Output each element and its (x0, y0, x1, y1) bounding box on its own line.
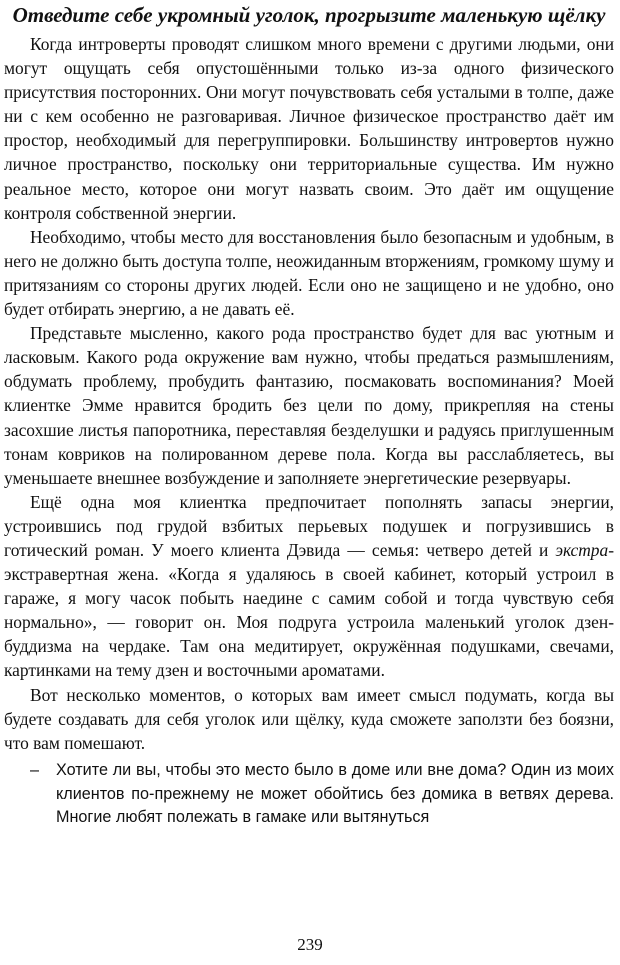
paragraph-5: Вот несколько моментов, о которых вам имеет смысл подумать, когда вы будете создавать для себя уголок или щёлку, куда сможете заползти без боязни, что вам помешают. (4, 684, 614, 753)
bullet-dash: – (30, 760, 40, 779)
paragraph-4-part-2: -экстравертная жена. «Когда я удаляюсь в своей кабинет, который устроил в гараже, я могу часок побыть наедине с самим собой и тогда чувствую себя нормально», — говорит он. Моя подруга устроила маленький уголок дзен-буддизма на чердаке. Там она медитирует, окружённая подушками, свечами, картинками на тему дзен и восточными ароматами. (4, 539, 614, 681)
paragraph-1: Когда интроверты проводят слишком много времени с другими людьми, они могут ощущать себя опустошёнными только из-за одного физического присутствия посторонних. Они могут почувствовать себя усталыми в толпе, даже ни с кем особенно не разговаривая. Личное физическое пространство даёт им простор, необходимый для перегруппировки. Большинству интровертов нужно личное пространство, поскольку они территориальные существа. Им нужно реальное место, которое они могут назвать своим. Это даёт им ощущение контроля собственной энергии. (4, 34, 614, 223)
paragraph-4-italic-word: экстра (555, 539, 609, 560)
paragraph-3: Представьте мысленно, какого рода пространство будет для вас уютным и ласковым. Какого рода окружение вам нужно, чтобы предаться размышлениям, обдумать проблему, пробудить фантазию, посмаковать воспоминания? Моей клиентке Эмме нравится бродить без цели по дому, прикрепляя на стены засохшие листья папоротника, переставляя безделушки и радуясь приглушенным тонам ковриков на полированном дереве пола. Когда вы расслабляетесь, вы уменьшаете внешнее возбуждение и заполняете энергетические резервуары. (4, 323, 614, 488)
paragraph-2: Необходимо, чтобы место для восстановления было безопасным и удобным, в него не должно быть доступа толпе, неожиданным вторжениям, громкому шуму и притязаниям со стороны других людей. Если оно не защищено и не удобно, оно будет отбирать энергию, а не давать её. (4, 226, 614, 320)
bullet-item (4, 759, 614, 830)
bullet-text: Хотите ли вы, чтобы это место было в доме или вне дома? Один из моих клиентов по-прежнему не может обойтись без домика в ветвях дерева. Многие любят полежать в гамаке или вытянуться (56, 760, 614, 827)
paragraph-4 (4, 490, 614, 683)
section-heading: Отведите себе укромный уголок, прогрызите маленькую щёлку (12, 3, 606, 27)
page-number: 239 (297, 935, 323, 954)
bullet-list (4, 759, 614, 830)
paragraph-4-part-1: Ещё одна моя клиентка предпочитает пополнять запасы энергии, устроившись под грудой взбитых перьевых подушек и погрузившись в готический роман. У моего клиента Дэвида — семья: четверо детей и (4, 491, 614, 560)
